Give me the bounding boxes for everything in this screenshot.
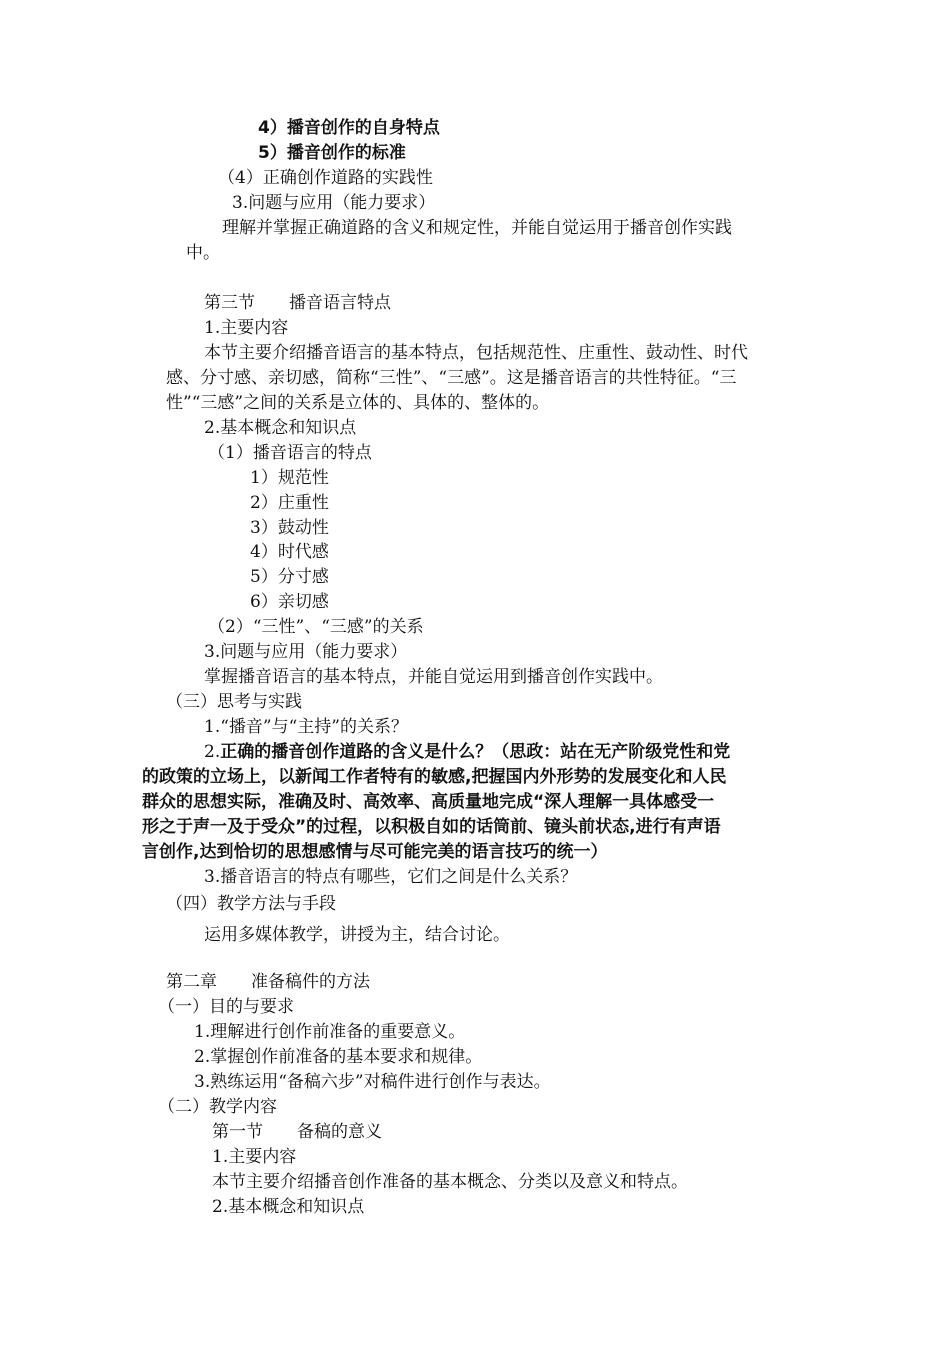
subheading: 2.基本概念和知识点 <box>204 418 357 438</box>
section-heading: （一）目的与要求 <box>158 997 294 1017</box>
list-item: 4）时代感 <box>250 542 329 562</box>
list-item: 2）庄重性 <box>250 493 329 513</box>
section-heading: 第三节 播音语言特点 <box>204 293 391 313</box>
section-heading: （二）教学内容 <box>158 1097 277 1117</box>
subheading: 1.主要内容 <box>204 318 289 338</box>
subheading: （1）播音语言的特点 <box>208 443 372 463</box>
subheading: 2.基本概念和知识点 <box>212 1197 365 1217</box>
paragraph-line: 性”“三感”之间的关系是立体的、具体的、整体的。 <box>166 393 550 413</box>
paragraph-line: 形之于声一及于受众”的过程，以积极自如的话筒前、镜头前状态,进行有声语 <box>142 817 721 837</box>
list-item: 5）分寸感 <box>250 567 329 587</box>
list-item: 2.掌握创作前准备的基本要求和规律。 <box>194 1047 483 1067</box>
question-text: 正确的播音创作道路的含义是什么？（思政：站在无产阶级党性和党 <box>220 742 731 762</box>
paragraph-line: 本节主要介绍播音语言的基本特点，包括规范性、庄重性、鼓动性、时代 <box>204 343 748 363</box>
paragraph-line: 理解并掌握正确道路的含义和规定性，并能自觉运用于播音创作实践 <box>222 218 732 238</box>
question-item <box>204 740 730 764</box>
section-heading: 第一节 备稿的意义 <box>212 1122 382 1142</box>
paragraph-line: 的政策的立场上，以新闻工作者特有的敏感,把握国内外形势的发展变化和人民 <box>142 767 727 787</box>
question-item: 3.播音语言的特点有哪些，它们之间是什么关系？ <box>204 867 578 887</box>
paragraph-line: 中。 <box>186 243 220 263</box>
list-item: 4）播音创作的自身特点 <box>258 118 440 138</box>
list-item: 1）规范性 <box>250 468 329 488</box>
paragraph-line: 感、分寸感、亲切感，简称“三性”、“三感”。这是播音语言的共性特征。“三 <box>166 368 737 388</box>
list-item: 5）播音创作的标准 <box>258 143 406 163</box>
subheading: （2）“三性”、“三感”的关系 <box>208 617 424 637</box>
list-item: 3.熟练运用“备稿六步”对稿件进行创作与表达。 <box>194 1072 551 1092</box>
list-item: 3）鼓动性 <box>250 518 329 538</box>
subheading: 3.问题与应用（能力要求） <box>232 193 436 213</box>
question-item: 1.“播音”与“主持”的关系？ <box>204 717 408 737</box>
list-item: 6）亲切感 <box>250 592 329 612</box>
paragraph-line: 本节主要介绍播音创作准备的基本概念、分类以及意义和特点。 <box>212 1172 688 1192</box>
section-heading: （三）思考与实践 <box>166 692 302 712</box>
subheading: （4）正确创作道路的实践性 <box>218 168 433 188</box>
subheading: 1.主要内容 <box>212 1147 297 1167</box>
chapter-heading: 第二章 准备稿件的方法 <box>166 972 370 992</box>
paragraph-line: 群众的思想实际，准确及时、高效率、高质量地完成“深人理解一具体感受一 <box>142 792 715 812</box>
question-number: 2. <box>204 742 221 762</box>
subheading: 3.问题与应用（能力要求） <box>204 642 408 662</box>
section-heading: （四）教学方法与手段 <box>166 894 336 914</box>
paragraph-line: 掌握播音语言的基本特点，并能自觉运用到播音创作实践中。 <box>204 667 663 687</box>
list-item: 1.理解进行创作前准备的重要意义。 <box>194 1022 466 1042</box>
paragraph-line: 运用多媒体教学，讲授为主，结合讨论。 <box>204 925 510 945</box>
paragraph-line: 言创作,达到恰切的思想感情与尽可能完美的语言技巧的统一） <box>142 842 608 862</box>
